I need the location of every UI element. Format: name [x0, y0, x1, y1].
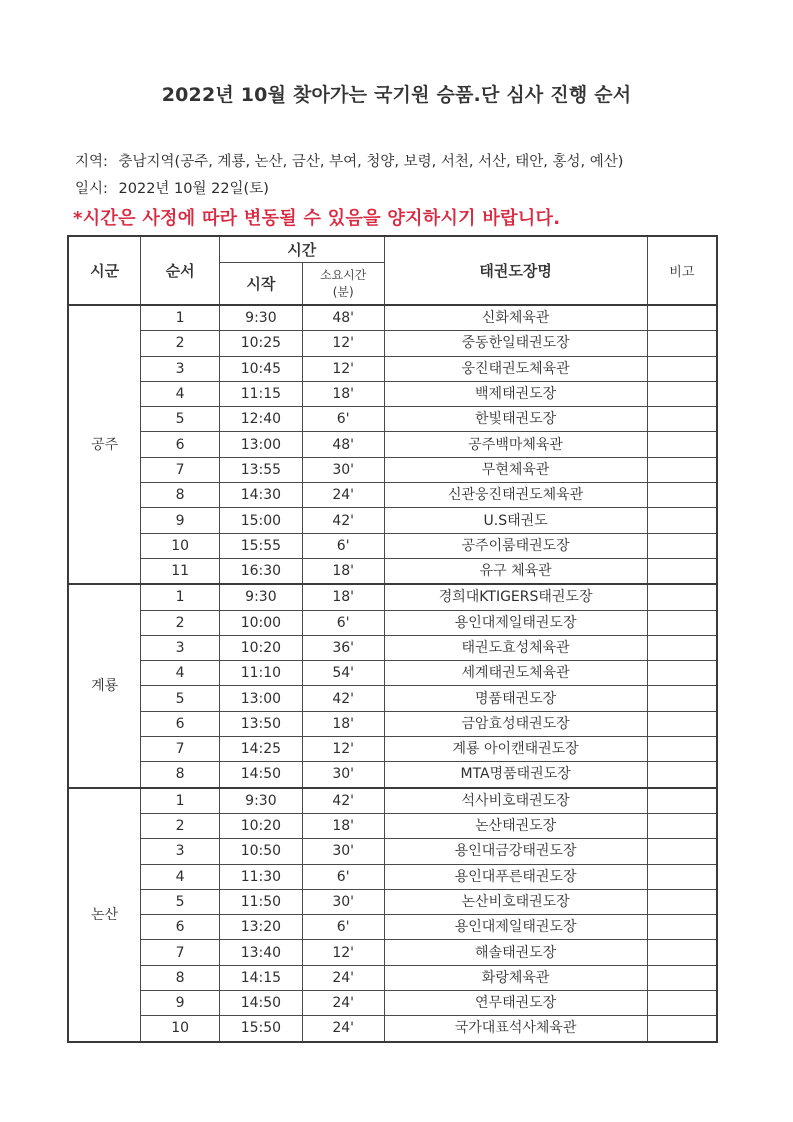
table-row — [68, 432, 717, 457]
table-row — [68, 610, 717, 635]
order-cell: 9 — [141, 508, 220, 533]
table-row — [68, 889, 717, 914]
duration-cell: 18' — [302, 381, 384, 406]
note-cell — [647, 508, 717, 533]
gym-name-cell: 논산비호태권도장 — [384, 889, 647, 914]
table-row — [68, 711, 717, 736]
gym-name-cell: 경희대KTIGERS태권도장 — [384, 584, 647, 610]
table-row — [68, 1016, 717, 1042]
order-cell: 10 — [141, 1016, 220, 1042]
start-time-cell: 11:15 — [219, 381, 302, 406]
table-row — [68, 407, 717, 432]
order-cell: 1 — [141, 788, 220, 814]
note-cell — [647, 940, 717, 965]
gym-name-cell: 국가대표석사체육관 — [384, 1016, 647, 1042]
region-line — [75, 150, 623, 171]
gym-name-cell: 백제태권도장 — [384, 381, 647, 406]
note-cell — [647, 432, 717, 457]
table-row — [68, 584, 717, 610]
start-time-cell: 13:40 — [219, 940, 302, 965]
city-cell: 공주 — [68, 305, 141, 584]
gym-name-cell: 공주이룸태권도장 — [384, 533, 647, 558]
note-cell — [647, 331, 717, 356]
table-row — [68, 483, 717, 508]
start-time-cell: 10:00 — [219, 610, 302, 635]
table-row — [68, 331, 717, 356]
order-cell: 4 — [141, 864, 220, 889]
note-cell — [647, 864, 717, 889]
table-row — [68, 508, 717, 533]
header-note: 비고 — [647, 236, 717, 305]
note-cell — [647, 889, 717, 914]
date-value: 2022년 10월 22일(토) — [118, 181, 269, 197]
gym-name-cell: 웅진태권도체육관 — [384, 356, 647, 381]
note-cell — [647, 788, 717, 814]
table-row — [68, 305, 717, 331]
order-cell: 7 — [141, 737, 220, 762]
gym-name-cell: 무현체육관 — [384, 457, 647, 482]
start-time-cell: 10:50 — [219, 839, 302, 864]
start-time-cell: 9:30 — [219, 788, 302, 814]
start-time-cell: 14:30 — [219, 483, 302, 508]
city-cell: 논산 — [68, 788, 141, 1042]
start-time-cell: 10:25 — [219, 331, 302, 356]
note-cell — [647, 737, 717, 762]
duration-cell: 42' — [302, 686, 384, 711]
table-row — [68, 991, 717, 1016]
header-duration-line2: (분) — [332, 284, 354, 299]
table-row — [68, 635, 717, 660]
start-time-cell: 9:30 — [219, 584, 302, 610]
order-cell: 2 — [141, 331, 220, 356]
table-row — [68, 965, 717, 990]
table-header — [68, 236, 717, 305]
city-group — [68, 788, 717, 1042]
start-time-cell: 14:50 — [219, 991, 302, 1016]
start-time-cell: 13:50 — [219, 711, 302, 736]
note-cell — [647, 635, 717, 660]
schedule-change-warning: *시간은 사정에 따라 변동될 수 있음을 양지하시기 바랍니다. — [73, 208, 561, 229]
duration-cell: 12' — [302, 356, 384, 381]
start-time-cell: 10:20 — [219, 635, 302, 660]
note-cell — [647, 711, 717, 736]
note-cell — [647, 356, 717, 381]
duration-cell: 18' — [302, 813, 384, 838]
duration-cell: 6' — [302, 864, 384, 889]
order-cell: 1 — [141, 584, 220, 610]
duration-cell: 48' — [302, 432, 384, 457]
table-row — [68, 686, 717, 711]
gym-name-cell: 용인대제일태권도장 — [384, 610, 647, 635]
document-title: 2022년 10월 찾아가는 국기원 승품.단 심사 진행 순서 — [161, 84, 632, 106]
gym-name-cell: 태권도효성체육관 — [384, 635, 647, 660]
order-cell: 8 — [141, 483, 220, 508]
duration-cell: 54' — [302, 661, 384, 686]
date-line — [75, 177, 269, 198]
table-row — [68, 864, 717, 889]
gym-name-cell: U.S태권도 — [384, 508, 647, 533]
order-cell: 8 — [141, 762, 220, 788]
gym-name-cell: 연무태권도장 — [384, 991, 647, 1016]
note-cell — [647, 839, 717, 864]
start-time-cell: 16:30 — [219, 558, 302, 584]
gym-name-cell: 금암효성태권도장 — [384, 711, 647, 736]
table-row — [68, 813, 717, 838]
gym-name-cell: 계룡 아이캔태권도장 — [384, 737, 647, 762]
start-time-cell: 15:55 — [219, 533, 302, 558]
note-cell — [647, 457, 717, 482]
order-cell: 4 — [141, 381, 220, 406]
table-row — [68, 381, 717, 406]
gym-name-cell: 화랑체육관 — [384, 965, 647, 990]
duration-cell: 24' — [302, 991, 384, 1016]
table-row — [68, 356, 717, 381]
header-duration — [302, 263, 384, 306]
order-cell: 2 — [141, 610, 220, 635]
note-cell — [647, 1016, 717, 1042]
duration-cell: 30' — [302, 762, 384, 788]
start-time-cell: 11:50 — [219, 889, 302, 914]
gym-name-cell: 한빛태권도장 — [384, 407, 647, 432]
city-group — [68, 584, 717, 787]
note-cell — [647, 584, 717, 610]
region-label: 지역: — [75, 154, 108, 170]
gym-name-cell: 중동한일태권도장 — [384, 331, 647, 356]
note-cell — [647, 305, 717, 331]
header-time: 시간 — [219, 236, 384, 263]
order-cell: 11 — [141, 558, 220, 584]
start-time-cell: 10:20 — [219, 813, 302, 838]
duration-cell: 30' — [302, 889, 384, 914]
date-label: 일시: — [75, 181, 108, 197]
start-time-cell: 10:45 — [219, 356, 302, 381]
duration-cell: 48' — [302, 305, 384, 331]
duration-cell: 24' — [302, 965, 384, 990]
gym-name-cell: 유구 체육관 — [384, 558, 647, 584]
note-cell — [647, 686, 717, 711]
duration-cell: 42' — [302, 508, 384, 533]
note-cell — [647, 407, 717, 432]
gym-name-cell: 명품태권도장 — [384, 686, 647, 711]
gym-name-cell: 신관웅진태권도체육관 — [384, 483, 647, 508]
order-cell: 6 — [141, 915, 220, 940]
order-cell: 3 — [141, 839, 220, 864]
duration-cell: 18' — [302, 558, 384, 584]
note-cell — [647, 533, 717, 558]
table-row — [68, 661, 717, 686]
region-value: 충남지역(공주, 계룡, 논산, 금산, 부여, 청양, 보령, 서천, 서산, 태안, 홍성, 예산) — [118, 154, 624, 170]
gym-name-cell: MTA명품태권도장 — [384, 762, 647, 788]
start-time-cell: 12:40 — [219, 407, 302, 432]
table-row — [68, 457, 717, 482]
header-gym-name: 태권도장명 — [384, 236, 647, 305]
note-cell — [647, 965, 717, 990]
gym-name-cell: 용인대금강태권도장 — [384, 839, 647, 864]
duration-cell: 6' — [302, 915, 384, 940]
order-cell: 6 — [141, 711, 220, 736]
start-time-cell: 14:25 — [219, 737, 302, 762]
gym-name-cell: 논산태권도장 — [384, 813, 647, 838]
order-cell: 5 — [141, 889, 220, 914]
duration-cell: 24' — [302, 483, 384, 508]
duration-cell: 30' — [302, 839, 384, 864]
order-cell: 7 — [141, 940, 220, 965]
note-cell — [647, 610, 717, 635]
order-cell: 4 — [141, 661, 220, 686]
start-time-cell: 13:00 — [219, 686, 302, 711]
start-time-cell: 15:00 — [219, 508, 302, 533]
order-cell: 5 — [141, 407, 220, 432]
gym-name-cell: 용인대푸른태권도장 — [384, 864, 647, 889]
note-cell — [647, 813, 717, 838]
city-group — [68, 305, 717, 584]
note-cell — [647, 915, 717, 940]
duration-cell: 12' — [302, 737, 384, 762]
table-row — [68, 737, 717, 762]
header-city: 시군 — [68, 236, 141, 305]
duration-cell: 36' — [302, 635, 384, 660]
duration-cell: 6' — [302, 610, 384, 635]
header-order: 순서 — [141, 236, 220, 305]
gym-name-cell: 신화체육관 — [384, 305, 647, 331]
gym-name-cell: 세계태권도체육관 — [384, 661, 647, 686]
start-time-cell: 13:20 — [219, 915, 302, 940]
order-cell: 10 — [141, 533, 220, 558]
note-cell — [647, 558, 717, 584]
start-time-cell: 9:30 — [219, 305, 302, 331]
order-cell: 3 — [141, 356, 220, 381]
table-row — [68, 788, 717, 814]
table-row — [68, 558, 717, 584]
duration-cell: 6' — [302, 533, 384, 558]
duration-cell: 6' — [302, 407, 384, 432]
order-cell: 9 — [141, 991, 220, 1016]
duration-cell: 30' — [302, 457, 384, 482]
start-time-cell: 15:50 — [219, 1016, 302, 1042]
gym-name-cell: 공주백마체육관 — [384, 432, 647, 457]
city-cell: 계룡 — [68, 584, 141, 787]
duration-cell: 24' — [302, 1016, 384, 1042]
note-cell — [647, 991, 717, 1016]
note-cell — [647, 483, 717, 508]
duration-cell: 18' — [302, 584, 384, 610]
order-cell: 7 — [141, 457, 220, 482]
note-cell — [647, 661, 717, 686]
table-row — [68, 762, 717, 788]
start-time-cell: 13:55 — [219, 457, 302, 482]
start-time-cell: 14:15 — [219, 965, 302, 990]
order-cell: 1 — [141, 305, 220, 331]
gym-name-cell: 용인대제일태권도장 — [384, 915, 647, 940]
note-cell — [647, 381, 717, 406]
start-time-cell: 13:00 — [219, 432, 302, 457]
order-cell: 5 — [141, 686, 220, 711]
schedule-table — [67, 235, 718, 1043]
header-duration-line1: 소요시간 — [319, 267, 367, 282]
duration-cell: 18' — [302, 711, 384, 736]
table-row — [68, 940, 717, 965]
note-cell — [647, 762, 717, 788]
gym-name-cell: 해솔태권도장 — [384, 940, 647, 965]
gym-name-cell: 석사비호태권도장 — [384, 788, 647, 814]
start-time-cell: 14:50 — [219, 762, 302, 788]
order-cell: 8 — [141, 965, 220, 990]
order-cell: 2 — [141, 813, 220, 838]
start-time-cell: 11:10 — [219, 661, 302, 686]
table-row — [68, 839, 717, 864]
duration-cell: 12' — [302, 940, 384, 965]
header-start: 시작 — [219, 263, 302, 306]
table-row — [68, 533, 717, 558]
order-cell: 3 — [141, 635, 220, 660]
table-row — [68, 915, 717, 940]
duration-cell: 42' — [302, 788, 384, 814]
start-time-cell: 11:30 — [219, 864, 302, 889]
duration-cell: 12' — [302, 331, 384, 356]
order-cell: 6 — [141, 432, 220, 457]
